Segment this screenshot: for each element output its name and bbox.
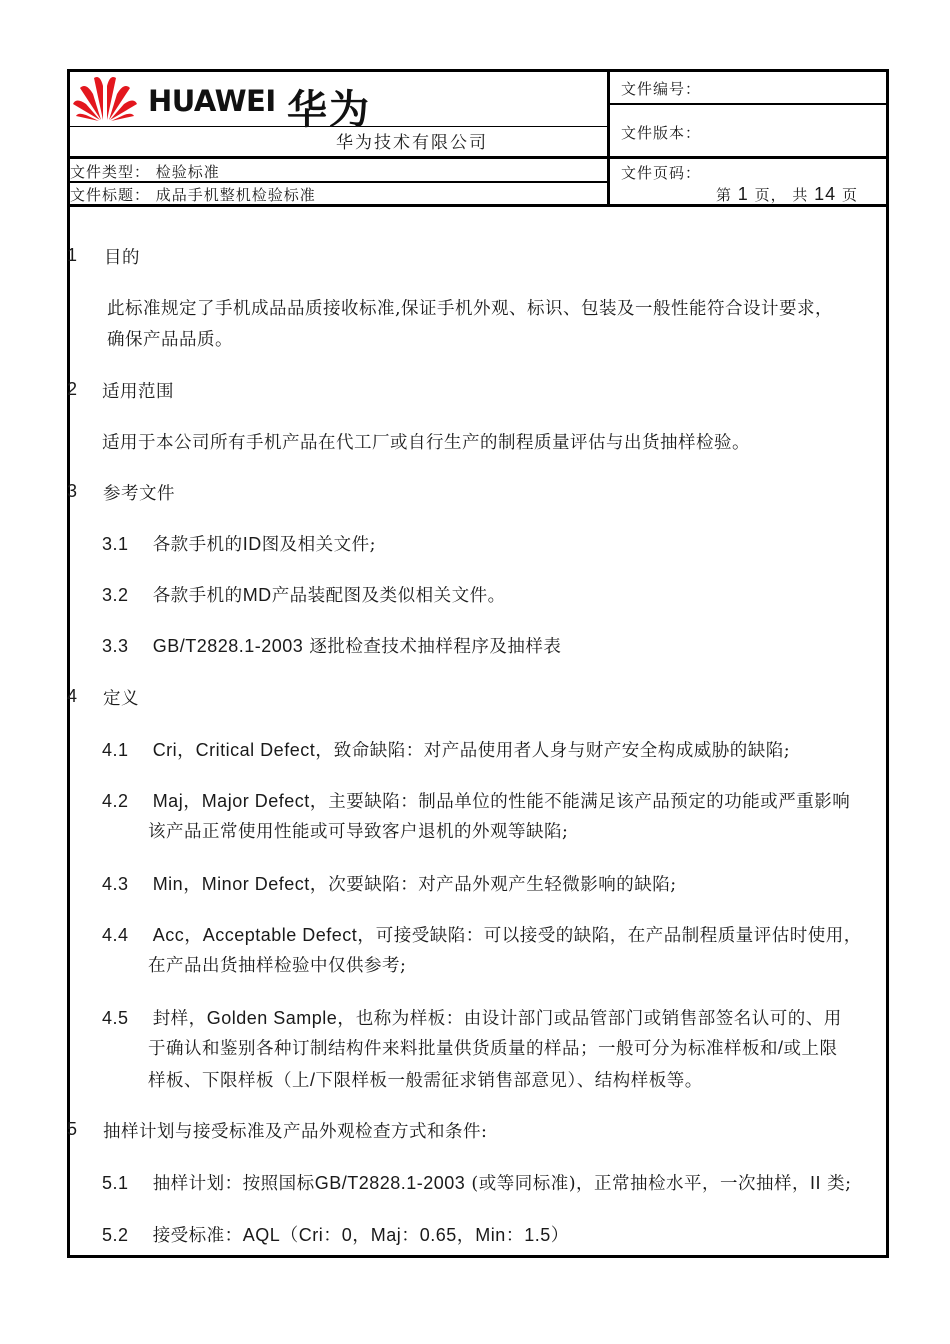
item-3-1 — [102, 531, 376, 556]
item-4-5-line-2-b: / — [778, 1038, 784, 1058]
item-5-1-text-b: GB/T2828.1-2003 — [314, 1173, 466, 1193]
item-3-3 — [102, 633, 561, 658]
item-3-3-text-b: 逐批检查技术抽样程序及抽样表 — [309, 637, 562, 657]
section-4-number: 4 — [67, 686, 78, 706]
item-5-1-number: 5.1 — [102, 1173, 129, 1193]
item-5-1-text-c: (或等同标准)，正常抽检水平，一次抽样， — [471, 1174, 811, 1194]
item-3-2-text-c: 产品装配图及类似相关文件。 — [271, 586, 506, 606]
item-4-5-text-b: Golden Sample， — [206, 1008, 356, 1028]
huawei-logo-icon — [72, 72, 138, 122]
item-3-2-number: 3.2 — [102, 585, 129, 605]
header-divider-vertical — [607, 69, 610, 206]
section-2-number: 2 — [67, 379, 78, 399]
section-1-text-line-2: 确保产品品质。 — [107, 330, 233, 350]
section-3-title: 参考文件 — [103, 484, 175, 504]
page-label: 文件页码： — [621, 164, 702, 182]
item-4-5-line-2-a: 于确认和鉴别各种订制结构件来料批量供货质量的样品；一般可分为标准样板和 — [148, 1039, 778, 1059]
section-2-text: 适用于本公司所有手机产品在代工厂或自行生产的制程质量评估与出货抽样检验。 — [102, 433, 750, 453]
item-4-1 — [102, 736, 790, 762]
item-4-5-number: 4.5 — [102, 1008, 129, 1028]
doc-title: 文件标题： 成品手机整机检验标准 — [70, 186, 316, 204]
item-4-5-line-3-a: 样板、下限样板（上 — [148, 1071, 310, 1091]
item-4-3-number: 4.3 — [102, 874, 129, 894]
item-4-5 — [102, 1004, 842, 1030]
company-name: 华为技术有限公司 — [336, 133, 488, 153]
item-4-2-text-a: Maj，Major Defect， — [152, 791, 329, 811]
item-4-4-text-a: Acc，Acceptable Defect， — [152, 925, 376, 945]
section-5-title: 抽样计划与接受标准及产品外观检查方式和条件: — [103, 1122, 488, 1142]
item-3-3-number: 3.3 — [102, 636, 129, 656]
item-3-2 — [102, 582, 506, 607]
page-prefix: 第 — [716, 186, 733, 204]
item-5-1 — [102, 1170, 852, 1195]
doc-type: 文件类型： 检验标准 — [70, 163, 220, 181]
item-4-2-line-2: 该产品正常使用性能或可导致客户退机的外观等缺陷; — [148, 822, 569, 842]
item-5-2-text-a: 接受标准： — [152, 1226, 243, 1246]
item-5-2-number: 5.2 — [102, 1225, 129, 1245]
item-3-3-text-a: GB/T2828.1-2003 — [152, 636, 304, 656]
item-4-5-line-2-c: 或上限 — [783, 1039, 838, 1059]
header-divider-main — [67, 156, 889, 159]
item-4-2-number: 4.2 — [102, 791, 129, 811]
item-4-5-line-3 — [148, 1067, 703, 1092]
item-5-1-text-a: 抽样计划：按照国标 — [152, 1174, 315, 1194]
item-4-3-text-a: Min，Minor Defect， — [152, 874, 329, 894]
item-4-5-line-2 — [148, 1035, 838, 1060]
page-info — [716, 184, 858, 205]
item-3-1-text-c: 图及相关文件; — [261, 535, 377, 555]
item-4-3-text-b: 次要缺陷：对产品外观产生轻微影响的缺陷; — [328, 875, 677, 895]
section-2-title: 适用范围 — [102, 382, 174, 402]
item-3-1-text-a: 各款手机的 — [152, 535, 243, 555]
brand-name-cn: 华为 — [287, 87, 371, 133]
header-divider-right-1 — [607, 103, 889, 105]
item-3-2-text-b: MD — [242, 585, 272, 605]
item-4-5-text-a: 封样， — [152, 1009, 207, 1029]
item-4-2 — [102, 787, 850, 813]
page-suffix: 页 — [841, 186, 858, 204]
page-total: 14 — [814, 184, 837, 204]
section-5-number: 5 — [67, 1119, 78, 1139]
item-3-2-text-a: 各款手机的 — [152, 586, 243, 606]
page-current: 1 — [737, 184, 749, 204]
item-4-5-text-c: 也称为样板：由设计部门或品管部门或销售部签名认可的、用 — [355, 1009, 842, 1029]
item-5-1-text-e: 类; — [827, 1174, 852, 1194]
item-4-5-line-3-c: 下限样板一般需征求销售部意见）、结构样板等。 — [315, 1071, 703, 1091]
item-3-1-number: 3.1 — [102, 534, 129, 554]
doc-version-label: 文件版本： — [621, 124, 702, 142]
item-4-4-number: 4.4 — [102, 925, 129, 945]
doc-number-label: 文件编号： — [621, 80, 702, 98]
item-4-4-text-b: 可接受缺陷：可以接受的缺陷，在产品制程质量评估时使用， — [375, 926, 862, 946]
item-5-2-text-b: AQL（Cri：0，Maj：0.65，Min：1.5） — [242, 1225, 570, 1245]
section-1-number: 1 — [67, 245, 78, 265]
page-middle: 页， 共 — [754, 186, 809, 204]
section-1-text-line-1: 此标准规定了手机成品品质接收标准,保证手机外观、标识、包装及一般性能符合设计要求， — [107, 299, 834, 319]
item-3-1-text-b: ID — [242, 534, 262, 554]
item-4-1-text-a: Cri，Critical Defect， — [152, 740, 334, 760]
item-4-5-line-3-b: / — [310, 1070, 316, 1090]
item-4-2-text-b: 主要缺陷：制品单位的性能不能满足该产品预定的功能或严重影响 — [328, 792, 851, 812]
section-3-number: 3 — [67, 481, 78, 501]
brand-name: HUAWEI — [148, 84, 276, 118]
item-4-4 — [102, 921, 862, 947]
section-4-title: 定义 — [103, 689, 139, 709]
item-4-1-number: 4.1 — [102, 740, 129, 760]
item-4-3 — [102, 870, 677, 896]
item-4-4-line-2: 在产品出货抽样检验中仅供参考; — [148, 956, 407, 976]
item-5-1-text-d: II — [810, 1173, 822, 1193]
item-4-1-text-b: 致命缺陷：对产品使用者人身与财产安全构成威胁的缺陷; — [333, 741, 791, 761]
section-1-title: 目的 — [104, 248, 140, 268]
item-5-2 — [102, 1221, 569, 1247]
